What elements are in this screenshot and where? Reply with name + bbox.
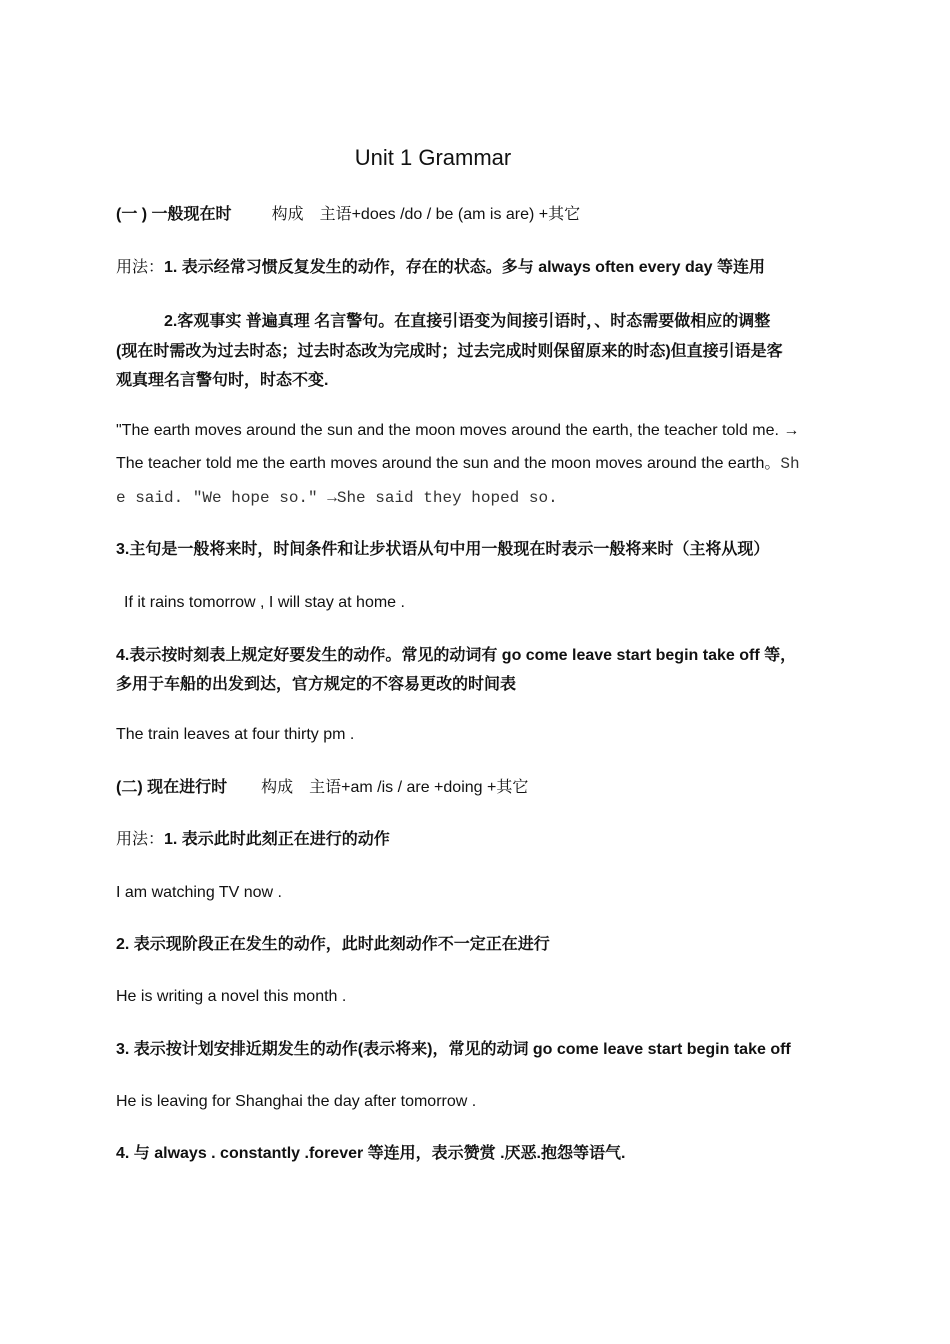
section-2-heading-line	[116, 777, 528, 799]
section-2-structure: 主语+am /is / are +doing +其它	[309, 779, 529, 796]
s1-usage-3: 3.主句是一般将来时，时间条件和让步状语从句中用一般现在时表示一般将来时（主将从现）	[116, 541, 770, 558]
s2-example-2: He is writing a novel this month .	[116, 988, 347, 1005]
section-2-structure-label: 构成	[261, 779, 294, 796]
page-title: Unit 1 Grammar	[354, 145, 512, 170]
section-1-heading-line	[116, 204, 580, 226]
s1-usage-2-line2: (现在时需改为过去时态；过去时态改为完成时；过去完成时则保留原来的时态)但直接引语是客	[116, 343, 783, 360]
s1-usage-4-line1: 4.表示按时刻表上规定好要发生的动作。常见的动词有 go come leave start begin take off 等，	[116, 647, 797, 664]
s1-usage-2-line3: 观真理名言警句时，时态不变.	[116, 372, 329, 389]
s2-usage-1	[116, 829, 390, 851]
example-line-3: e said. ″We hope so.″ →She said they hoped so.	[116, 489, 558, 507]
usage-prefix: 用法：	[116, 831, 165, 848]
s1-usage-2-line1: 2.客观事实 普遍真理 名言警句。在直接引语变为间接引语时，、时态需要做相应的调整	[164, 313, 771, 330]
usage-1-text: 1. 表示此时此刻正在进行的动作	[164, 831, 390, 848]
s2-usage-2: 2. 表示现阶段正在发生的动作，此时此刻动作不一定正在进行	[116, 936, 550, 953]
usage-prefix: 用法：	[116, 259, 165, 276]
s1-example-3: If it rains tomorrow , I will stay at home .	[124, 594, 405, 611]
s2-example-3: He is leaving for Shanghai the day after tomorrow .	[116, 1093, 477, 1110]
section-1-heading: (一 ) 一般现在时	[116, 206, 232, 223]
example-line-2	[116, 453, 800, 475]
s2-usage-3: 3. 表示按计划安排近期发生的动作(表示将来)，常见的动词 go come leave start begin take off	[116, 1041, 791, 1058]
s2-example-1: I am watching TV now .	[116, 884, 282, 901]
example-line-2-text: The teacher told me the earth moves around the sun and the moon moves around the earth。	[116, 455, 781, 472]
section-1-structure-label: 构成	[271, 206, 304, 223]
s1-usage-1	[116, 257, 765, 279]
s2-usage-4: 4. 与 always . constantly .forever 等连用，表示赞赏 .厌恶.抱怨等语气.	[116, 1145, 626, 1162]
section-1-structure: 主语+does /do / be (am is are) +其它	[319, 206, 581, 223]
example-line-2-tail: Sh	[780, 455, 800, 473]
s1-example-4: The train leaves at four thirty pm .	[116, 726, 355, 743]
s1-usage-4-line2: 多用于车船的出发到达，官方规定的不容易更改的时间表	[116, 676, 517, 693]
example-line-1: "The earth moves around the sun and the moon moves around the earth, the teacher told me. →	[116, 422, 800, 439]
section-2-heading: (二) 现在进行时	[116, 779, 228, 796]
usage-1-text: 1. 表示经常习惯反复发生的动作，存在的状态。多与 always often every day 等连用	[164, 259, 766, 276]
